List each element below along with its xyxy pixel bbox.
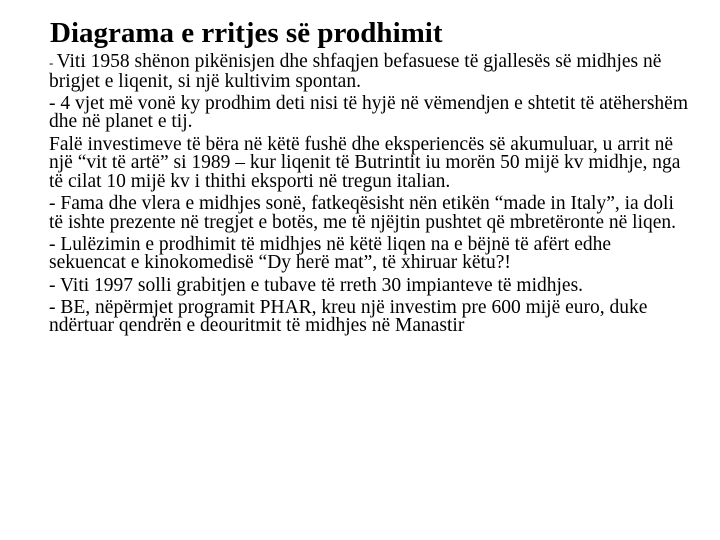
slide-title: Diagrama e rritjes së prodhimit — [50, 17, 443, 49]
paragraph-1958 — [49, 53, 689, 91]
paragraph-golden-year: Falë investimeve të bëra në këtë fushë dhe eksperiencës së akumuluar, u arrit në një “vit të artë” si 1989 – kur liqenit të Butrintit iu morën 50 mijë kv midhje, nga të cilat 10 mijë kv i thithi eksporti në tregun italian. — [49, 133, 681, 192]
paragraph-film: - Lulëzimin e prodhimit të midhjes në këtë liqen na e bëjnë të afërt edhe sekuencat e kinokomedisë “Dy herë mat”, të xhiruar këtu?! — [49, 233, 612, 274]
slide-body — [49, 53, 689, 339]
paragraph-eu-investment: - BE, nëpërmjet programit PHAR, kreu një investim pre 600 mijë euro, duke ndërtuar qendrën e deouritmit të midhjes në Manastir — [49, 296, 648, 337]
paragraph-made-in-italy: - Fama dhe vlera e midhjes sonë, fatkeqësisht nën etikën “made in Italy”, ia doli të ishte prezente në tregjet e botës, me të njëjtin pushtet që mbretëronte në liqen. — [49, 192, 677, 233]
paragraph-state-attention: - 4 vjet më vonë ky prodhim deti nisi të hyjë në vëmendjen e shtetit të atëhershëm dhe në planet e tij. — [49, 92, 688, 133]
bullet-dash: - — [49, 55, 57, 70]
paragraph-1997: - Viti 1997 solli grabitjen e tubave të rreth 30 impianteve të midhjes. — [49, 274, 584, 296]
paragraph-text: Viti 1958 shënon pikënisjen dhe shfaqjen befasuese të gjallesës së midhjes në brigjet e liqenit, si një kultivim spontan. — [49, 51, 662, 92]
